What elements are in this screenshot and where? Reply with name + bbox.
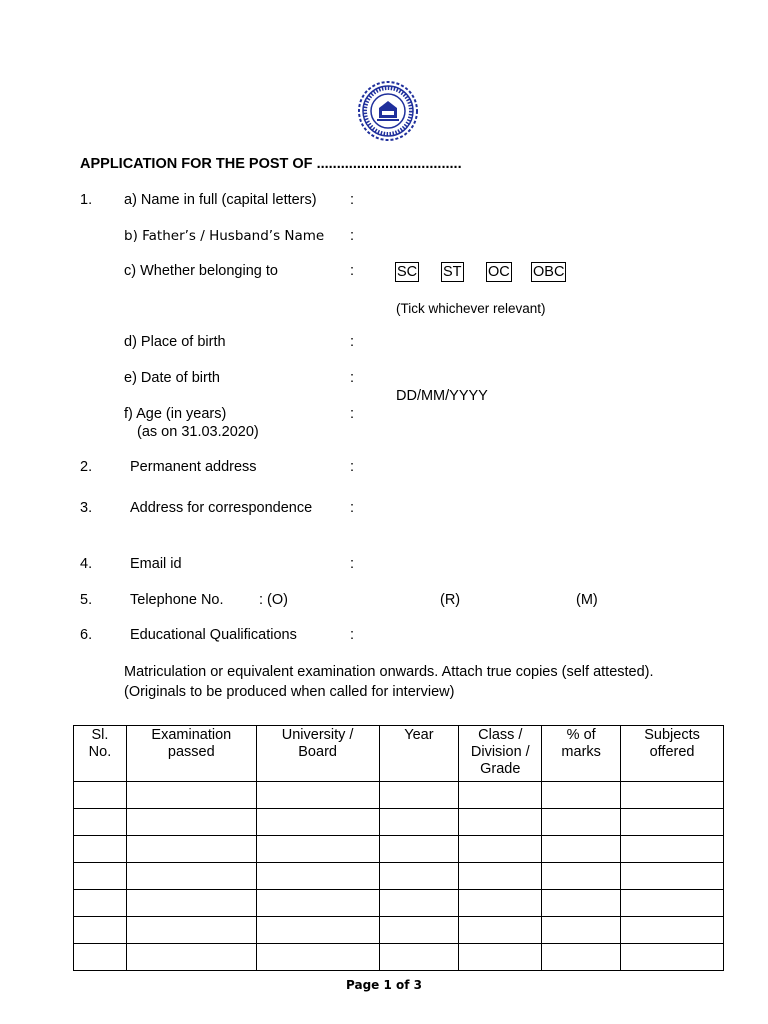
item-number-1: 1.: [80, 192, 93, 208]
table-row: [74, 890, 724, 917]
father-husband-name-label: b) Father’s / Husband’s Name: [124, 228, 325, 244]
table-cell[interactable]: [379, 890, 459, 917]
item-number-2: 2.: [80, 459, 93, 475]
category-oc-checkbox[interactable]: OC: [488, 264, 510, 280]
table-cell[interactable]: [621, 944, 724, 971]
table-row: [74, 809, 724, 836]
table-cell[interactable]: [256, 944, 379, 971]
item-number-6: 6.: [80, 627, 93, 643]
table-cell[interactable]: [126, 836, 256, 863]
table-cell[interactable]: [126, 944, 256, 971]
educational-qualifications-label: Educational Qualifications: [130, 627, 297, 643]
table-cell[interactable]: [126, 890, 256, 917]
table-cell[interactable]: [126, 917, 256, 944]
permanent-address-label: Permanent address: [130, 459, 257, 475]
colon: :: [350, 500, 355, 516]
colon: :: [350, 263, 355, 279]
table-cell[interactable]: [126, 809, 256, 836]
correspondence-address-label: Address for correspondence: [130, 500, 313, 516]
age-label: f) Age (in years): [124, 406, 227, 422]
table-cell[interactable]: [542, 782, 621, 809]
name-in-full-label: a) Name in full (capital letters): [124, 192, 317, 208]
header-university-board: University / Board: [256, 726, 379, 782]
table-cell[interactable]: [379, 809, 459, 836]
date-format-hint: DD/MM/YYYY: [396, 388, 488, 404]
table-cell[interactable]: [379, 944, 459, 971]
table-cell[interactable]: [379, 863, 459, 890]
table-cell[interactable]: [74, 917, 127, 944]
table-row: [74, 836, 724, 863]
item-number-4: 4.: [80, 556, 93, 572]
item-number-3: 3.: [80, 500, 93, 516]
page-footer: Page 1 of 3: [346, 978, 422, 992]
email-label: Email id: [130, 556, 182, 572]
table-cell[interactable]: [542, 890, 621, 917]
form-title: APPLICATION FOR THE POST OF ....................................: [80, 156, 462, 172]
table-cell[interactable]: [621, 917, 724, 944]
table-row: [74, 863, 724, 890]
table-cell[interactable]: [542, 836, 621, 863]
table-cell[interactable]: [542, 809, 621, 836]
table-row: [74, 944, 724, 971]
telephone-label: Telephone No.: [130, 592, 224, 608]
colon: :: [350, 370, 355, 386]
colon: :: [350, 459, 355, 475]
header-year: Year: [379, 726, 459, 782]
table-cell[interactable]: [459, 944, 542, 971]
telephone-residence-label: (R): [440, 592, 461, 608]
colon: :: [350, 627, 355, 643]
institution-emblem-icon: [357, 80, 419, 142]
table-cell[interactable]: [542, 917, 621, 944]
table-cell[interactable]: [459, 809, 542, 836]
tick-note: (Tick whichever relevant): [396, 301, 546, 316]
colon: :: [350, 406, 355, 422]
telephone-office-label: : (O): [259, 592, 288, 608]
date-of-birth-label: e) Date of birth: [124, 370, 220, 386]
table-cell[interactable]: [74, 863, 127, 890]
header-percent-marks: % of marks: [542, 726, 621, 782]
header-class-division-grade: Class / Division / Grade: [459, 726, 542, 782]
table-cell[interactable]: [126, 782, 256, 809]
table-cell[interactable]: [459, 836, 542, 863]
table-cell[interactable]: [74, 782, 127, 809]
table-cell[interactable]: [126, 863, 256, 890]
table-cell[interactable]: [459, 890, 542, 917]
table-cell[interactable]: [256, 917, 379, 944]
table-cell[interactable]: [256, 836, 379, 863]
table-cell[interactable]: [256, 890, 379, 917]
colon: :: [350, 556, 355, 572]
table-cell[interactable]: [621, 863, 724, 890]
table-header-row: [74, 726, 724, 782]
table-cell[interactable]: [379, 917, 459, 944]
category-sc-checkbox[interactable]: SC: [397, 264, 418, 280]
table-cell[interactable]: [74, 944, 127, 971]
qualification-note-line-1: Matriculation or equivalent examination onwards. Attach true copies (self attested).: [124, 664, 654, 680]
header-examination-passed: Examination passed: [126, 726, 256, 782]
category-label: c) Whether belonging to: [124, 263, 278, 279]
place-of-birth-label: d) Place of birth: [124, 334, 226, 350]
table-cell[interactable]: [379, 782, 459, 809]
table-cell[interactable]: [74, 836, 127, 863]
table-cell[interactable]: [621, 836, 724, 863]
table-cell[interactable]: [542, 863, 621, 890]
qualification-note-line-2: (Originals to be produced when called for interview): [124, 684, 455, 700]
table-cell[interactable]: [621, 809, 724, 836]
table-cell[interactable]: [379, 836, 459, 863]
table-cell[interactable]: [256, 809, 379, 836]
header-subjects-offered: Subjects offered: [621, 726, 724, 782]
colon: :: [350, 192, 355, 208]
category-st-checkbox[interactable]: ST: [443, 264, 462, 280]
category-obc-checkbox[interactable]: OBC: [533, 264, 565, 280]
telephone-mobile-label: (M): [576, 592, 598, 608]
table-cell[interactable]: [74, 809, 127, 836]
item-number-5: 5.: [80, 592, 93, 608]
table-cell[interactable]: [459, 863, 542, 890]
age-reference-date: (as on 31.03.2020): [137, 424, 259, 440]
table-cell[interactable]: [459, 917, 542, 944]
table-cell[interactable]: [621, 782, 724, 809]
table-row: [74, 782, 724, 809]
table-cell[interactable]: [256, 782, 379, 809]
table-cell[interactable]: [459, 782, 542, 809]
table-cell[interactable]: [256, 863, 379, 890]
header-sl-no: Sl. No.: [74, 726, 127, 782]
table-cell[interactable]: [74, 890, 127, 917]
table-cell[interactable]: [542, 944, 621, 971]
colon: :: [350, 228, 355, 244]
colon: :: [350, 334, 355, 350]
table-cell[interactable]: [621, 890, 724, 917]
table-row: [74, 917, 724, 944]
qualifications-table: [73, 725, 724, 971]
